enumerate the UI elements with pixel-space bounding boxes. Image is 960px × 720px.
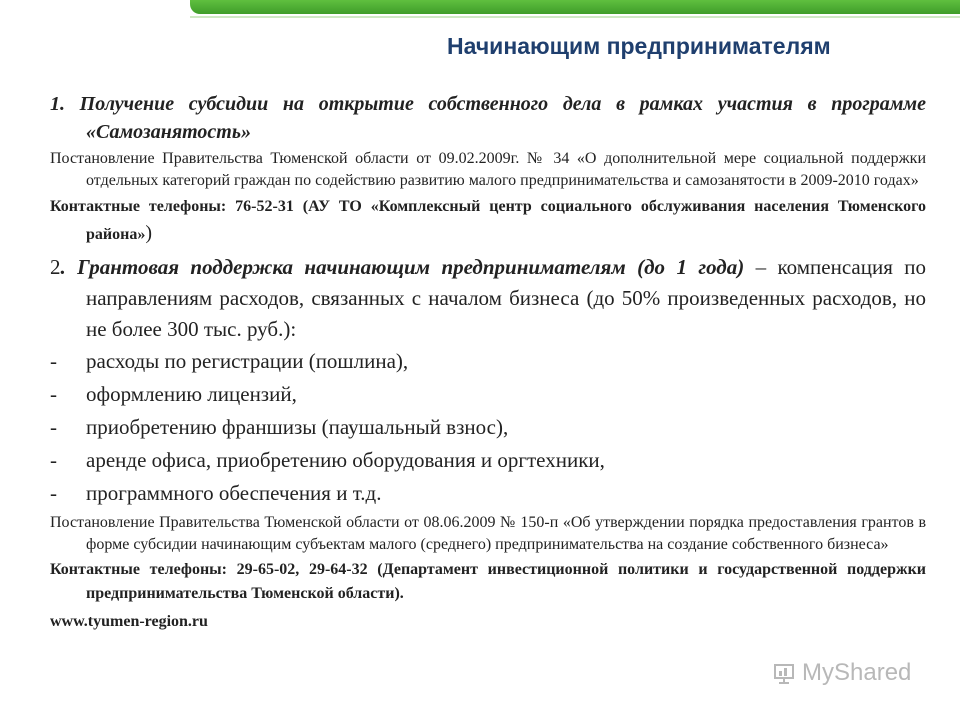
presentation-icon	[772, 661, 796, 685]
top-accent-bar	[190, 0, 960, 14]
list-item	[50, 345, 926, 378]
watermark-text: MyShared	[802, 659, 912, 686]
list-item	[50, 378, 926, 411]
item1-decree: Постановление Правительства Тюменской области от 09.02.2009г. № 34 «О дополнительной мере социальной поддержки отдельных категорий граждан по содействию развитию малого предпринимательства и самозанятости в 2009-2010 годах»	[50, 150, 926, 189]
item1-contacts-text: Контактные телефоны: 76-52-31 (АУ ТО «Комплексный центр социального обслуживания населения Тюменского района»	[50, 198, 926, 243]
item1-contacts	[50, 194, 926, 248]
bullet-text: расходы по регистрации (пошлина),	[86, 349, 409, 373]
item2-heading	[50, 252, 926, 345]
bullet-text: программного обеспечения и т.д.	[86, 481, 382, 505]
bullet-text: аренде офиса, приобретению оборудования и оргтехники,	[86, 448, 605, 472]
bullet-marker: -	[50, 415, 57, 439]
item1-contacts-close: )	[145, 222, 153, 244]
bullet-text: приобретению франшизы (паушальный взнос),	[86, 415, 509, 439]
website-link[interactable]: www.tyumen-region.ru	[50, 613, 208, 630]
bullet-marker: -	[50, 448, 57, 472]
bullet-marker: -	[50, 481, 57, 505]
item2-decree: Постановление Правительства Тюменской области от 08.06.2009 № 150-п «Об утверждении порядка предоставления грантов в форме субсидии начинающим субъектам малого (среднего) предпринимательства на создание собственного бизнеса»	[50, 514, 926, 553]
bullet-marker: -	[50, 382, 57, 406]
item1-heading: 1. Получение субсидии на открытие собственного дела в рамках участия в программе «Самозанятость»	[50, 93, 926, 143]
watermark	[772, 659, 911, 687]
bullet-marker: -	[50, 349, 57, 373]
item2-contacts: Контактные телефоны: 29-65-02, 29-64-32 (Департамент инвестиционной политики и государственной поддержки предпринимательства Тюменской области).	[50, 561, 926, 602]
list-item	[50, 444, 926, 477]
item2-number: 2	[50, 255, 61, 279]
slide-body	[50, 90, 926, 634]
bullet-text: оформлению лицензий,	[86, 382, 297, 406]
item2-rest: – компенсация по направлениям расходов, связанных с началом бизнеса (до 50% произведенных расходов, но не более 300 тыс. руб.):	[86, 255, 926, 341]
list-item	[50, 477, 926, 510]
list-item	[50, 411, 926, 444]
slide-title: Начинающим предпринимателям	[447, 33, 831, 59]
item2-lead: . Грантовая поддержка начинающим предпринимателям (до 1 года)	[60, 255, 745, 279]
item2-bullet-list	[50, 345, 926, 510]
top-accent-line	[190, 16, 960, 18]
